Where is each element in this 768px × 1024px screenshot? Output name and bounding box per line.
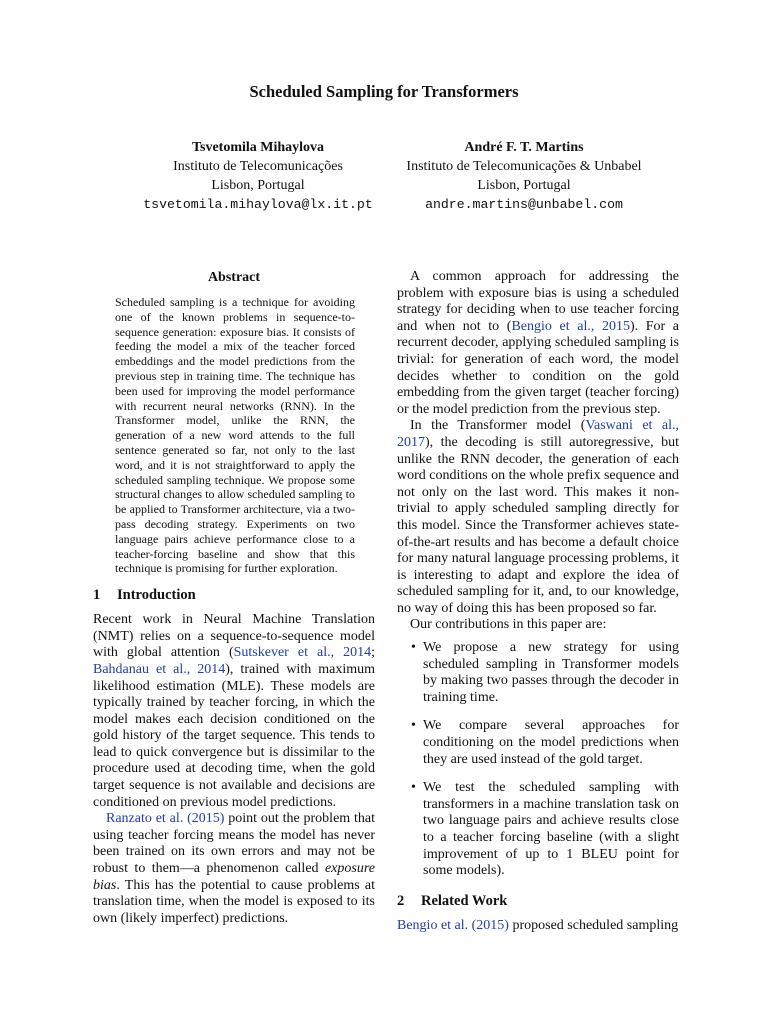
list-item [397, 640, 679, 706]
abstract-heading: Abstract [207, 270, 261, 285]
related-paragraph [397, 918, 679, 935]
section-heading-introduction [93, 586, 375, 604]
section-number: 2 [397, 892, 405, 909]
text-run: ). For a recurrent decoder, applying scheduled sampling is trivial: for generation of each word, the model decides whether to condition on the gold embedding from the given target (teacher forcing) or the model prediction from the previous step. [397, 318, 680, 417]
text-run: ; [371, 645, 375, 661]
author-name: André F. T. Martins [464, 140, 584, 155]
author-block-1 [110, 138, 406, 214]
list-item-text: We compare several approaches for conditioning on the model predictions when they are used instead of the gold target. [423, 718, 679, 767]
author-location: Lisbon, Portugal [477, 178, 571, 193]
bullet-icon: • [411, 718, 416, 734]
author-location: Lisbon, Portugal [211, 178, 305, 193]
intro-paragraph-2 [93, 811, 375, 927]
emphasis-text: exposure bias [93, 861, 375, 893]
section-number: 1 [93, 587, 101, 604]
text-run: Recent work in Neural Machine Translation (NMT) relies on a sequence-to-sequence model with global attention ( [93, 612, 375, 661]
left-column [93, 269, 375, 927]
author-email: andre.martins@unbabel.com [425, 197, 623, 212]
text-run: ), trained with maximum likelihood estimation (MLE). These models are typically trained by teacher forcing, in which the model makes each decision conditioned on the gold history of the target sequence. This tends to lead to quick convergence but is dissimilar to the procedure used at decoding time, when the gold target sequence is not available and decisions are conditioned on previous model predictions. [93, 661, 375, 810]
text-run: A common approach for addressing the problem with exposure bias is using a scheduled strategy for deciding when to use teacher forcing and when not to ( [397, 269, 679, 334]
right-column [397, 269, 679, 934]
author-block-2 [376, 138, 672, 214]
list-item [397, 718, 679, 768]
citation-link[interactable]: Ranzato et al. (2015) [106, 811, 225, 827]
abstract-text: Scheduled sampling is a technique for avoiding one of the known problems in sequence-to-sequence generation: exposure bias. It consists of feeding the model a mix of the teacher forced embeddings and the model predictions from the previous step in training time. The technique has been used for improving the model performance with recurrent neural networks (RNN). In the Transformer model, unlike the RNN, the generation of a new word attends to the full sentence generated so far, not only to the last word, and it is not straightforward to apply the scheduled sampling technique. We propose some structural changes to allow scheduled sampling to be applied to Transformer architecture, via a two-pass decoding strategy. Experiments on two language pairs achieve performance close to a teacher-forcing baseline and show that this technique is promising for further exploration. [115, 295, 355, 576]
author-email: tsvetomila.mihaylova@lx.it.pt [143, 197, 373, 212]
text-run: . This has the potential to cause problems at translation time, when the model is exposed to its own (likely imperfect) predictions. [93, 877, 375, 926]
author-affiliation: Instituto de Telecomunicações [173, 159, 343, 174]
text-run: In the Transformer model ( [410, 418, 586, 434]
right-paragraph-2 [397, 418, 679, 617]
citation-link[interactable]: Bahdanau et al., 2014 [93, 661, 226, 677]
section-heading-related-work [397, 892, 679, 910]
text-run: point out the problem that using teacher forcing means the model has never been trained on its own errors and may not be robust to them—a phenomenon called [93, 811, 375, 877]
author-name: Tsvetomila Mihaylova [191, 140, 325, 155]
intro-paragraph-1 [93, 612, 375, 811]
bullet-icon: • [411, 640, 416, 656]
author-affiliation: Instituto de Telecomunicações & Unbabel [406, 159, 642, 174]
list-item-text: We test the scheduled sampling with transformers in a machine translation task on two language pairs and achieve results close to a teacher forcing baseline (with a slight improvement of up to 1 BLEU point for some models). [423, 780, 679, 879]
bullet-icon: • [411, 780, 416, 796]
citation-link[interactable]: Vaswani et al., 2017 [397, 418, 679, 450]
section-title: Introduction [117, 587, 196, 604]
paper-title: Scheduled Sampling for Transformers [249, 82, 519, 101]
contributions-list [397, 640, 679, 880]
list-item-text: We propose a new strategy for using scheduled sampling in Transformer models by making two passes through the decoder in training time. [423, 640, 679, 705]
citation-link[interactable]: Bengio et al. (2015) [397, 917, 509, 933]
section-title: Related Work [421, 892, 508, 909]
text-run: proposed scheduled sampling [508, 917, 679, 933]
text-run: ), the decoding is still autoregressive, but unlike the RNN decoder, the generation of each word conditions on the whole prefix sequence and not only on the last word. This makes it non-trivial to apply scheduled sampling directly for this model. Since the Transformer achieves state-of-the-art results and has become a default choice for many natural language processing problems, it is interesting to adapt and explore the idea of scheduled sampling for it, and, to our knowledge, no way of doing this has been proposed so far. [397, 434, 679, 616]
citation-link[interactable]: Sutskever et al., 2014 [233, 645, 372, 661]
contributions-intro: Our contributions in this paper are: [410, 617, 607, 633]
citation-link[interactable]: Bengio et al., 2015 [511, 318, 630, 334]
list-item [397, 780, 679, 880]
right-paragraph-1 [397, 269, 679, 418]
